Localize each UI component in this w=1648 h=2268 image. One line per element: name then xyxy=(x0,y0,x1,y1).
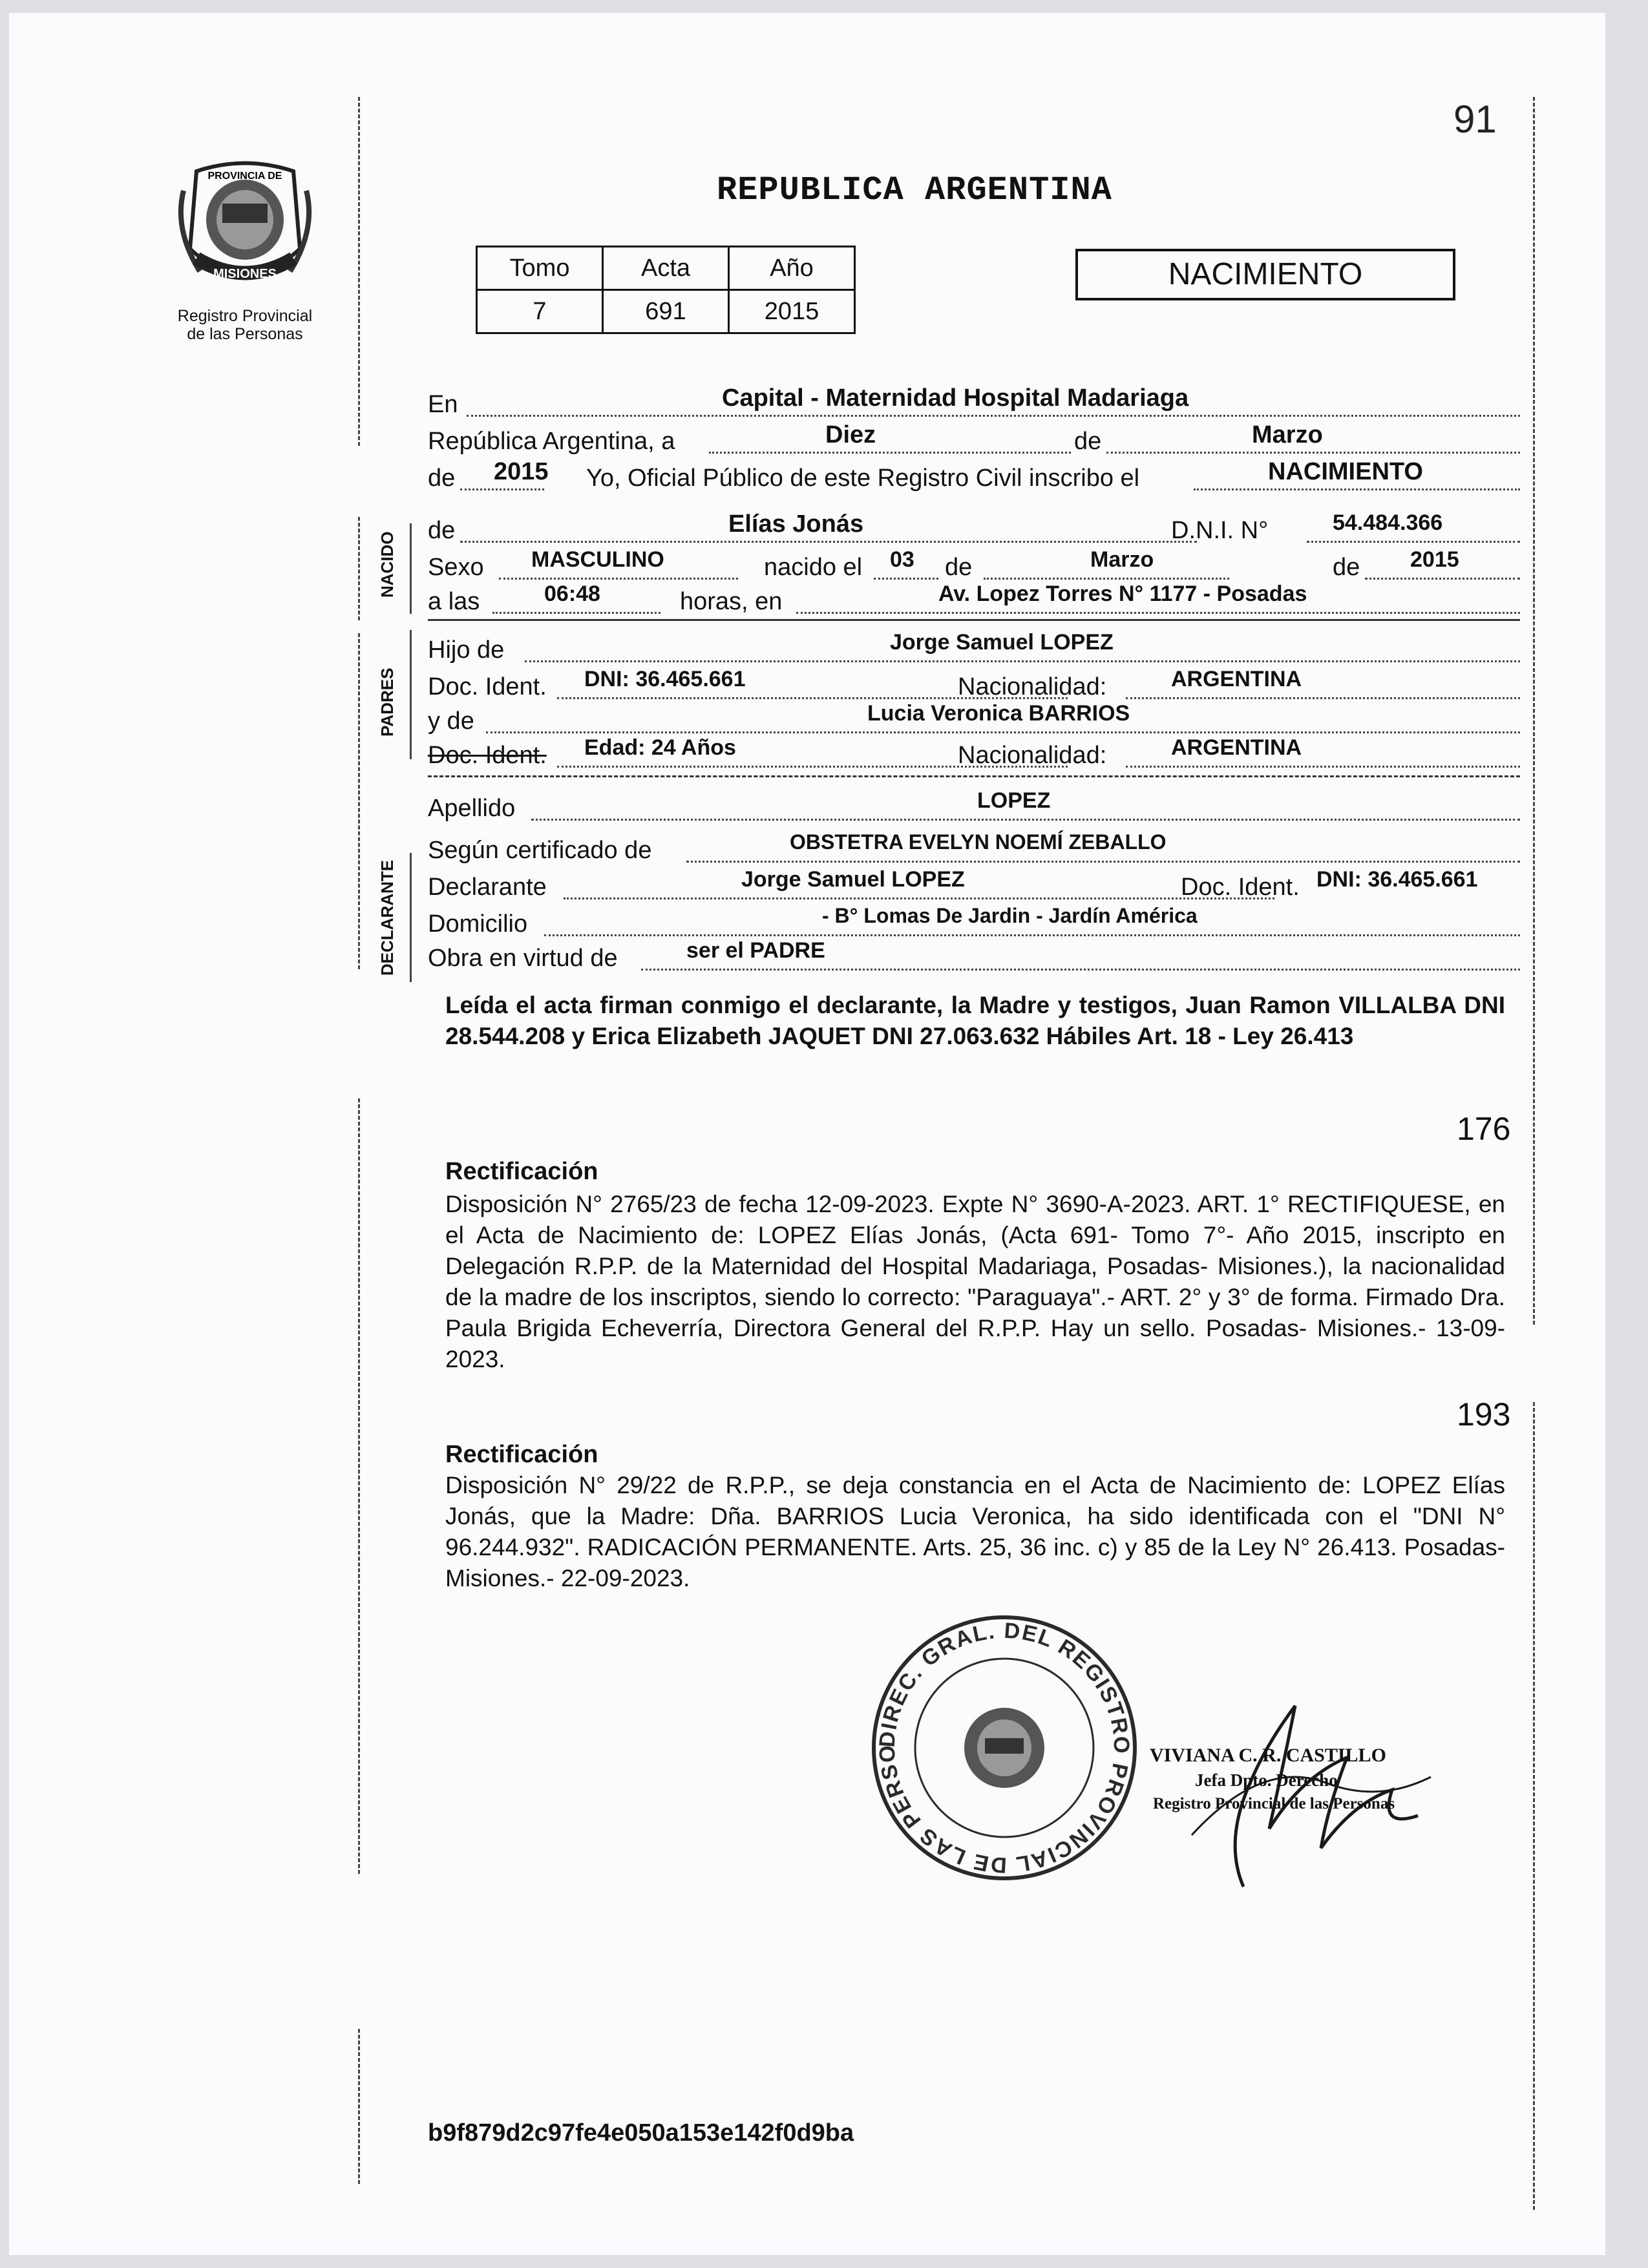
page-number: 91 xyxy=(1453,98,1497,141)
registry-line2: de las Personas xyxy=(187,325,303,343)
apellido-label: Apellido xyxy=(428,795,516,822)
closing-text: Leída el acta firman conmigo el declarante, la Madre y testigos, Juan Ramon VILLALBA DNI 28.544.208 y Erica Elizabeth JAQUET DNI 27.063.632 Hábiles Art. 18 - Ley 26.413 xyxy=(445,992,1505,1049)
docident2-label: Doc. Ident. xyxy=(428,742,547,769)
row-nombre xyxy=(428,510,1520,547)
de3-label: de xyxy=(428,517,456,544)
document-hash: b9f879d2c97fe4e050a153e142f0d9ba xyxy=(428,2119,854,2147)
sexo-label: Sexo xyxy=(428,554,484,581)
rectification-1-text: Disposición N° 2765/23 de fecha 12-09-2023. Expte N° 3690-A-2023. ART. 1° RECTIFIQUESE, en el Acta de Nacimiento de: LOPEZ Elías Jonás, (Acta 691- Tomo 7°- Año 2015, inscripto en Delegación R.P.P. de la Maternidad del Hospital Madariaga, Posadas- Misiones.), la nacionalidad de la madre de los inscriptos, siendo lo correcto: "Paraguaya".- ART. 2° y 3° de forma. Firmado Dra. Paula Brigida Echeverría, Directora General del R.P.P. Hay un sello. Posadas- Misiones.- 13-09-2023. xyxy=(445,1191,1505,1372)
record-box xyxy=(476,246,856,334)
margin-line xyxy=(1533,1402,1535,2210)
madre-doc: Edad: 24 Años xyxy=(584,735,736,760)
row-apellido xyxy=(428,788,1520,824)
signer-position: Jefa Dpto. Derecho xyxy=(1195,1770,1338,1790)
document-page xyxy=(9,13,1605,2255)
decl-doc-value: DNI: 36.465.661 xyxy=(1316,867,1478,892)
nacido-dia: 03 xyxy=(890,547,914,572)
certificado-label: Según certificado de xyxy=(428,837,652,864)
padre-nac: ARGENTINA xyxy=(1171,667,1302,691)
nacido-label: nacido el xyxy=(764,554,863,581)
rectification-2-title: Rectificación xyxy=(445,1441,598,1468)
madre-nac: ARGENTINA xyxy=(1171,735,1302,760)
stamp-ring-text: DIREC. GRAL. DEL REGISTRO PROVINCIAL DE LAS PERSO xyxy=(874,1618,1134,1878)
signer-name: VIVIANA C. R. CASTILLO xyxy=(1150,1745,1386,1766)
row-hora xyxy=(428,582,1520,618)
row-madre-doc xyxy=(428,735,1520,772)
dni-label: D.N.I. N° xyxy=(1171,517,1269,544)
madre-value: Lucia Veronica BARRIOS xyxy=(867,701,1130,726)
horas-en-label: horas, en xyxy=(680,588,783,615)
certificado-value: OBSTETRA EVELYN NOEMÍ ZEBALLO xyxy=(790,830,1167,854)
rectification-2-text: Disposición N° 29/22 de R.P.P., se deja constancia en el Acta de Nacimiento de: LOPEZ Elías Jonás, que la Madre: Dña. BARRIOS Lucia Veronica, ha sido identificada con el "DNI N° 96.244.932". RADICACIÓN PERMANENTE. Arts. 25, 36 inc. c) y 85 de la Ley N° 26.413. Posadas- Misiones.- 22-09-2023. xyxy=(445,1472,1505,1591)
signature-block xyxy=(1134,1680,1444,1900)
sidebar-padres-label: PADRES xyxy=(377,667,397,737)
nac2-label: Nacionalidad: xyxy=(958,742,1107,769)
row-obra xyxy=(428,938,1520,974)
group-line xyxy=(410,853,412,982)
tomo-header: Tomo xyxy=(477,247,603,290)
nacido-mes: Marzo xyxy=(1090,547,1154,572)
de4-label: de xyxy=(945,554,973,581)
en-value: Capital - Maternidad Hospital Madariaga xyxy=(722,384,1189,412)
hijo-label: Hijo de xyxy=(428,636,505,664)
domicilio-value: - B° Lomas De Jardin - Jardín América xyxy=(822,904,1198,927)
svg-text:MISIONES: MISIONES xyxy=(213,267,277,281)
en-label: En xyxy=(428,391,458,418)
sidebar-nacido-label: NACIDO xyxy=(377,531,397,598)
year-value: 2015 xyxy=(494,458,549,485)
rectification-1-number: 176 xyxy=(1457,1111,1511,1147)
nac-label: Nacionalidad: xyxy=(958,673,1107,700)
row-declarante xyxy=(428,867,1520,903)
row-en xyxy=(428,384,1520,421)
row-padre-doc xyxy=(428,667,1520,703)
anio-header: Año xyxy=(729,247,855,290)
margin-line xyxy=(1533,97,1535,1325)
country-title: REPUBLICA ARGENTINA xyxy=(717,171,1112,209)
registry-line1: Registro Provincial xyxy=(177,307,313,325)
margin-line xyxy=(358,97,360,446)
group-line xyxy=(410,523,412,614)
yde-label: y de xyxy=(428,708,474,735)
section-divider xyxy=(428,619,1520,621)
row-domicilio xyxy=(428,904,1520,940)
declarante-label: Declarante xyxy=(428,874,547,901)
sidebar-declarante-label: DECLARANTE xyxy=(377,859,397,976)
row-padre xyxy=(428,630,1520,666)
acto-value: NACIMIENTO xyxy=(1268,458,1423,485)
row-madre xyxy=(428,701,1520,737)
acta-header: Acta xyxy=(603,247,729,290)
sexo-value: MASCULINO xyxy=(531,547,664,572)
margin-line xyxy=(358,2029,360,2184)
padre-value: Jorge Samuel LOPEZ xyxy=(890,630,1114,655)
nombre-value: Elías Jonás xyxy=(728,510,864,538)
signer-institution: Registro Provincial de las Personas xyxy=(1153,1795,1395,1812)
lugar-value: Av. Lopez Torres N° 1177 - Posadas xyxy=(938,582,1307,606)
province-logo xyxy=(171,152,319,300)
tomo-value: 7 xyxy=(477,290,603,333)
domicilio-label: Domicilio xyxy=(428,910,528,938)
anio-value: 2015 xyxy=(729,290,855,333)
dni-value: 54.484.366 xyxy=(1333,510,1443,535)
decl-doc-label: Doc. Ident. xyxy=(1181,874,1300,901)
margin-line xyxy=(358,517,360,620)
row-fecha xyxy=(428,421,1520,457)
hora-value: 06:48 xyxy=(544,582,600,606)
rectification-1-title: Rectificación xyxy=(445,1158,598,1185)
alas-label: a las xyxy=(428,588,480,615)
svg-text:PROVINCIA DE: PROVINCIA DE xyxy=(207,171,282,182)
nacido-anio: 2015 xyxy=(1410,547,1459,572)
obra-label: Obra en virtud de xyxy=(428,945,618,972)
de2-label: de xyxy=(428,465,456,492)
row-certificado xyxy=(428,830,1520,866)
official-stamp xyxy=(869,1612,1140,1884)
margin-line xyxy=(358,1098,360,1874)
docident-label: Doc. Ident. xyxy=(428,673,547,700)
row-sexo xyxy=(428,547,1520,583)
rectification-2-number: 193 xyxy=(1457,1396,1511,1433)
margin-line xyxy=(358,633,360,969)
oficial-text: Yo, Oficial Público de este Registro Civil inscribo el xyxy=(586,465,1140,492)
group-line xyxy=(410,630,412,759)
apellido-value: LOPEZ xyxy=(977,788,1051,813)
republica-label: República Argentina, a xyxy=(428,428,675,455)
acta-value: 691 xyxy=(603,290,729,333)
de-label: de xyxy=(1074,428,1102,455)
row-anio xyxy=(428,458,1520,494)
day-value: Diez xyxy=(825,421,876,448)
de5-label: de xyxy=(1333,554,1360,581)
padre-doc: DNI: 36.465.661 xyxy=(584,667,746,691)
declarante-value: Jorge Samuel LOPEZ xyxy=(741,867,965,892)
section-divider xyxy=(428,775,1520,777)
month-value: Marzo xyxy=(1252,421,1323,448)
record-type-box: NACIMIENTO xyxy=(1075,249,1455,300)
obra-value: ser el PADRE xyxy=(686,938,825,963)
registry-caption xyxy=(158,307,332,343)
